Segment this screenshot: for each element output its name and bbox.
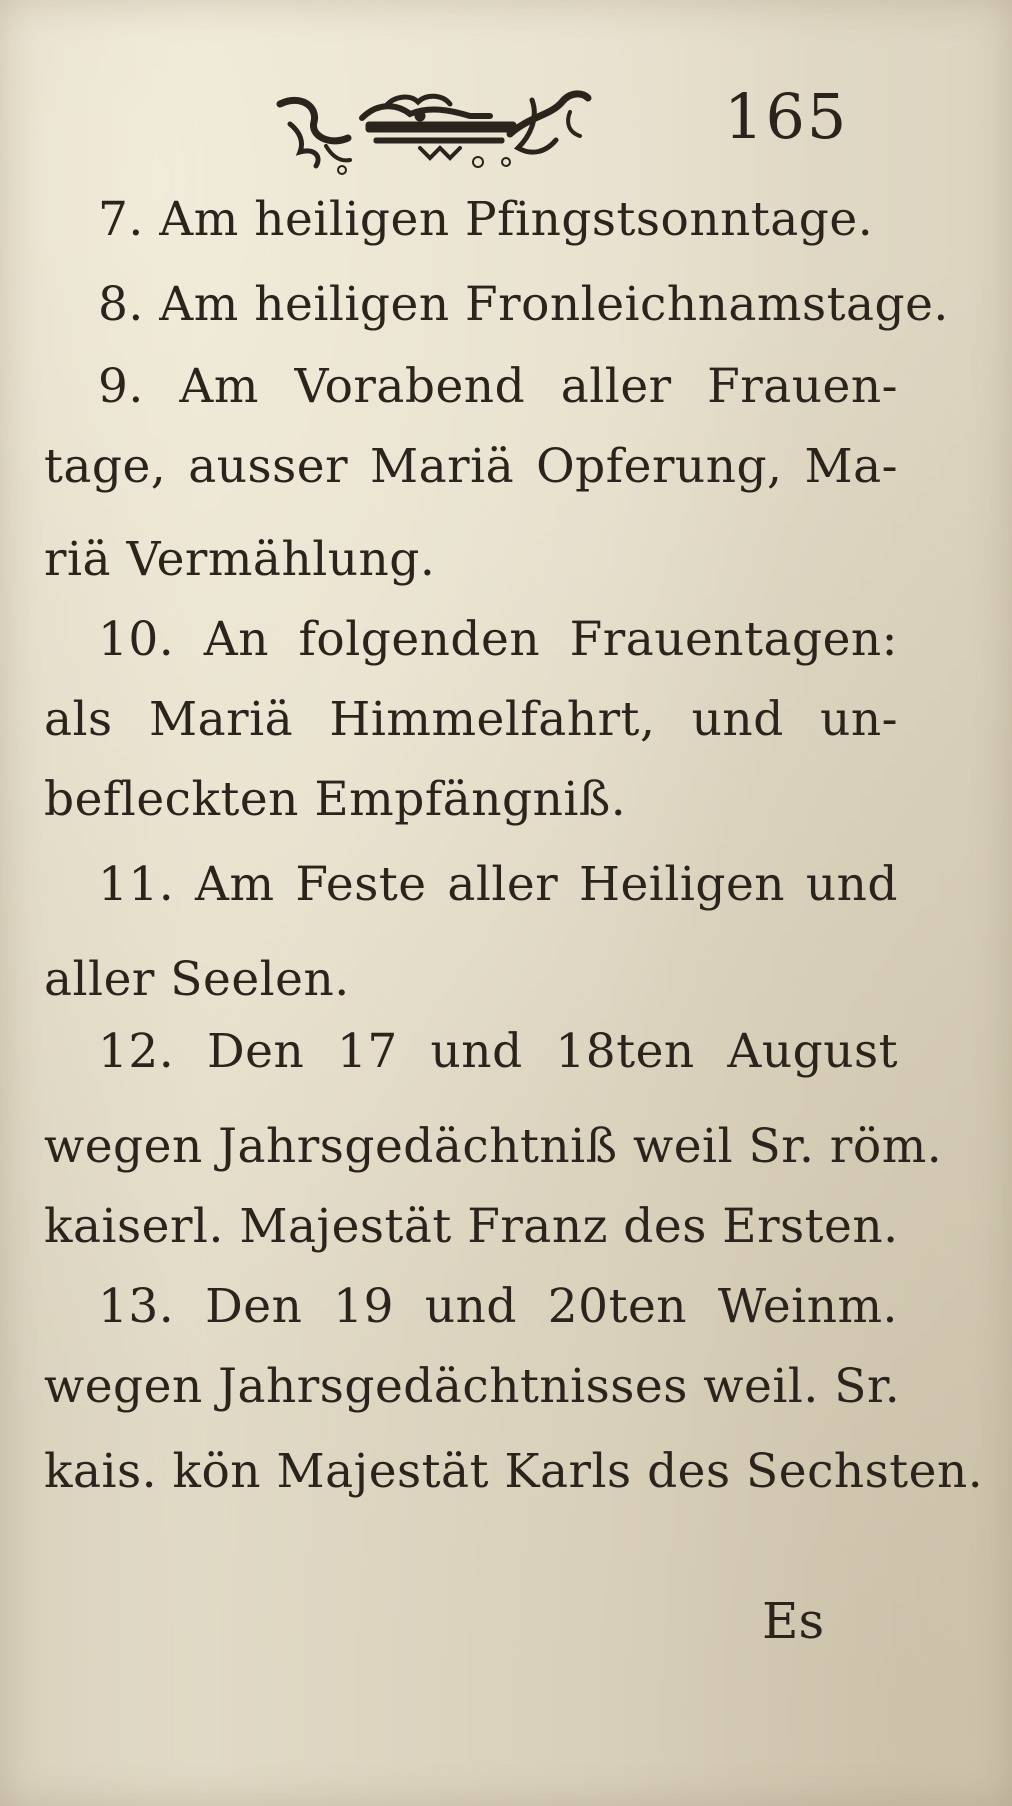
text-line: 7. Am heiligen Pfingstsonntage. bbox=[98, 192, 874, 247]
text-line: 9. Am Vorabend aller Frauen- bbox=[98, 359, 898, 414]
text-line: tage, ausser Mariä Opferung, Ma- bbox=[44, 439, 898, 494]
catchword: Es bbox=[762, 1592, 825, 1650]
text-line: kaiserl. Majestät Franz des Ersten. bbox=[44, 1199, 899, 1254]
text-line: 10. An folgenden Frauentagen: bbox=[98, 612, 898, 667]
text-line: riä Vermählung. bbox=[44, 532, 436, 587]
text-line: wegen Jahrsgedächtnisses weil. Sr. bbox=[44, 1359, 901, 1414]
text-line: 12. Den 17 und 18ten August bbox=[98, 1024, 898, 1079]
page-header bbox=[0, 70, 1012, 180]
text-line: 11. Am Feste aller Heiligen und bbox=[98, 857, 898, 912]
text-line: 13. Den 19 und 20ten Weinm. bbox=[98, 1279, 898, 1334]
text-line: 8. Am heiligen Fronleichnamstage. bbox=[98, 277, 949, 332]
page-number: 165 bbox=[724, 80, 849, 153]
text-line: kais. kön Majestät Karls des Sechsten. bbox=[44, 1444, 984, 1499]
text-line: als Mariä Himmelfahrt, und un- bbox=[44, 692, 898, 747]
text-line: aller Seelen. bbox=[44, 952, 350, 1007]
text-line: wegen Jahrsgedächtniß weil Sr. röm. bbox=[44, 1119, 943, 1174]
printer-ornament-icon bbox=[270, 76, 630, 176]
text-line: befleckten Empfängniß. bbox=[44, 772, 627, 827]
